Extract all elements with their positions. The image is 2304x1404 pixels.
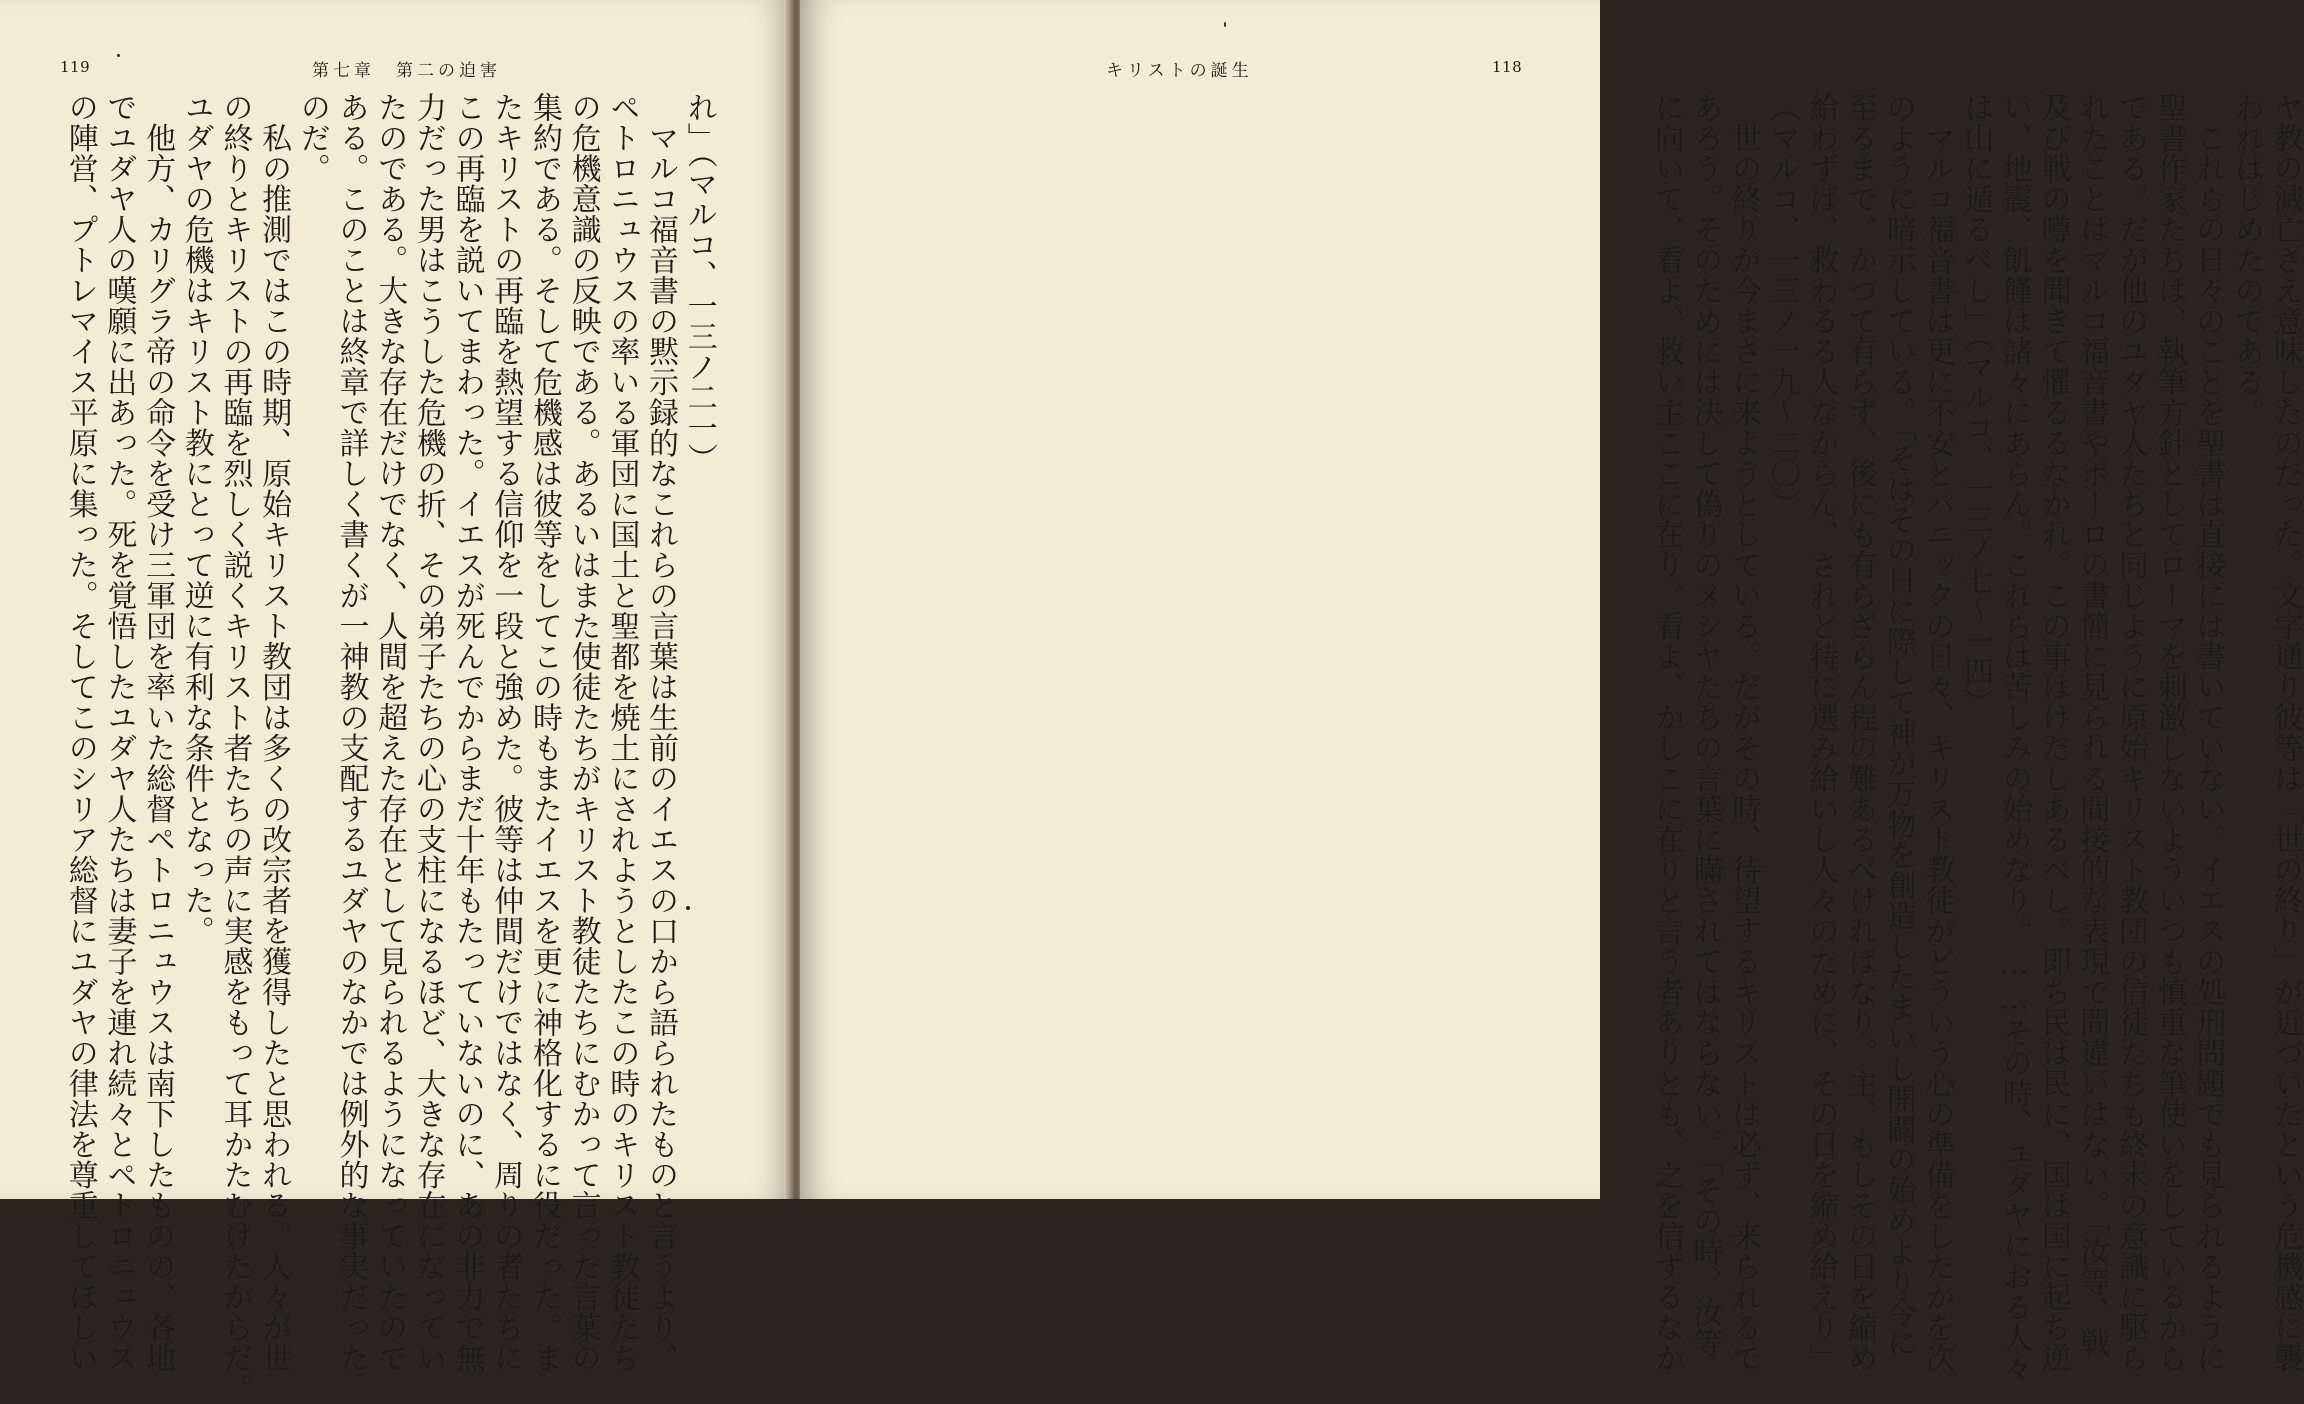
right-page <box>800 0 2303 1383</box>
text-line: の危機意識の反映である。あるいはまた使徒たちがキリスト教徒たちにむかって言った言葉の <box>565 92 601 1373</box>
text-line: のだ。 <box>294 92 330 184</box>
text-line: ユダヤの危機はキリスト教にとって逆に有利な条件となった。 <box>178 92 214 946</box>
text-line: は山に遁るべし」（マルコ、一三ノ七〜一四） <box>1958 92 1994 718</box>
text-line: である。だが他のユダヤ人たちと同じように原始キリスト教団の信徒たちも終末の意識に駆ら <box>2112 92 2148 1373</box>
text-line: ある。このことは終章で詳しく書くが一神教の支配するユダヤのなかでは例外的な事実だった <box>333 92 369 1373</box>
text-line: たのである。大きな存在だけでなく、人間を超えた存在として見られるようになっていたので <box>372 92 408 1373</box>
left-page <box>0 0 792 1404</box>
text-line: ヤ教の滅亡さえ意味したのだった。文字通り彼等は「世の終り」が近づいたという危機感に襲 <box>2267 92 2303 1373</box>
text-line: マルコ福音書は更に不安とパニックの日々、キリスト教徒がどういう心の準備をしたかを次 <box>1919 92 1955 1373</box>
ink-speck <box>1224 22 1226 27</box>
text-line: 私の推測ではこの時期、原始キリスト教団は多くの改宗者を獲得したと思われる。人々が世 <box>256 92 292 1373</box>
text-line: これらの日々のことを聖書は直接には書いていない。イエスの処刑問題でも見られるように <box>2190 92 2226 1373</box>
left-running-head: 第七章 第二の迫害 <box>312 61 501 81</box>
text-line: われはじめたのである。 <box>2229 92 2264 428</box>
ink-speck <box>686 906 690 910</box>
text-line: い、地震、飢饉は諸々にあらん。これらは苦しみの始めなり。……その時、ユダヤにおる人々 <box>1996 92 2032 1383</box>
text-line: 至るまで、かつて有らず、後にも有らざらん程の難あるべければなり。主、もしその日を縮め <box>1842 92 1878 1373</box>
text-line: ペトロニュウスの率いる軍団に国土と聖都を焼土にされようとしたこの時のキリスト教徒たち <box>604 92 640 1373</box>
text-line: に向いて、看よ、救い主ここに在り、看よ、かしこに在りと言う者ありとも、之を信ずるなか <box>1648 92 1684 1373</box>
ink-speck <box>117 54 120 57</box>
text-line: の終りとキリストの再臨を烈しく説くキリスト者たちの声に実感をもって耳かたむけたからだ。 <box>217 92 253 1404</box>
text-line: たキリストの再臨を熱望する信仰を一段と強めた。彼等は仲間だけではなく、周りの者たちに <box>488 92 524 1373</box>
text-line: 世の終りが今まさに来ようとしている。だがその時、待望するキリストは必ず、来られるで <box>1726 92 1762 1373</box>
text-line: 及び戦の噂を聞きて懼るるなかれ。この事はけだしあるべし。即ち民は民に、国は国に起ち逆 <box>2035 92 2071 1373</box>
text-line: 他方、カリグラ帝の命令を受け三軍団を率いた総督ペトロニュウスは南下したものの、各地 <box>140 92 176 1373</box>
text-line: 集約である。そして危機感は彼等をしてこの時もまたイエスを更に神格化するに役だった。ま <box>526 92 562 1373</box>
text-line: この再臨を説いてまわった。イエスが死んでからまだ十年もたっていないのに、あの非力で無 <box>449 92 485 1373</box>
text-line: 聖書作家たちは、執筆方針としてローマを刺激しないよういつも慎重な筆使いをしているから <box>2151 92 2187 1373</box>
text-line: のように暗示している。「そはその日に際して神が万物を創造したまいし開闢の始めより今に <box>1880 92 1916 1358</box>
text-line: （マルコ、一三ノ一九〜二〇） <box>1764 92 1800 519</box>
text-line: れたことはマルコ福音書やポーロの書簡に見られる間接的な表現で間違いはない。「汝等、戦 <box>2074 92 2110 1358</box>
text-line: でユダヤ人の嘆願に出あった。死を覚悟したユダヤ人たちは妻子を連れ続々とペトロニュウス <box>101 92 137 1373</box>
text-line: れ」（マルコ、一三ノ二一） <box>681 92 717 474</box>
left-page-body <box>60 92 718 1404</box>
text-line: 力だった男はこうした危機の折、その弟子たちの心の支柱になるほど、大きな存在になってい <box>410 92 446 1373</box>
text-line: あろう。そのためには決して偽りのメシヤたちの言葉に瞞されてはならない。「その時、汝等 <box>1687 92 1723 1358</box>
right-page-number: 118 <box>1492 58 1523 76</box>
text-line: マルコ福音書の黙示録的なこれらの言葉は生前のイエスの口から語られたものと言うより、 <box>643 92 678 1373</box>
left-page-number: 119 <box>60 58 91 76</box>
right-running-head: キリストの誕生 <box>1106 61 1253 81</box>
right-page-body <box>1646 92 2304 1383</box>
text-line: の陣営、プトレマイス平原に集った。そしてこのシリア総督にユダヤの律法を尊重してほしい <box>62 92 98 1373</box>
text-line: 給わずば、救わるる人なからん、されど特に選み給いし人々のために、その日を縮め給えり」 <box>1803 92 1839 1373</box>
